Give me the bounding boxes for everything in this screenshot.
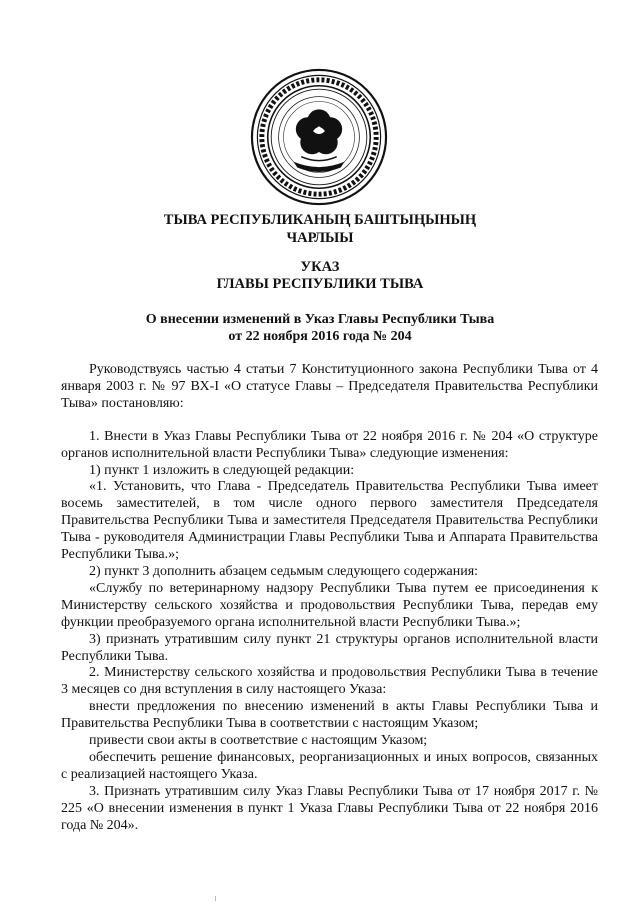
paragraph-1-item-1-text: «1. Установить, что Глава - Председатель Правительства Республики Тыва имеет восемь заместителей, в том числе одного первого заместителя Председателя Правительства Республики Тыва и заместителя Председателя Правительства Республики Тыва - руководителя Администрации Главы Республики Тыва и Аппарата Правительства Республики Тыва.»; (61, 479, 598, 563)
paragraph-1-item-3: 3) признать утратившим силу пункт 21 структуры органов исполнительной власти Республики Тыва. (61, 631, 598, 664)
paragraph-2-item-b: привести свои акты в соответствие с настоящим Указом; (89, 733, 428, 749)
org-title-line2: ЧАРЛЫЫ (286, 230, 354, 246)
paragraph-2-item-a: внести предложения по внесению изменений в акты Главы Республики Тыва и Правительства Республики Тыва в соответствии с настоящим Указом; (61, 699, 598, 732)
paragraph-1-item-2-text: «Службу по ветеринарному надзору Республики Тыва путем ее присоединения к Министерству сельского хозяйства и продовольствия Республики Тыва, передав ему функции преобразуемого органа исполнительной власти Республики Тыва.»; (61, 580, 598, 630)
document-subject-line2: от 22 ноября 2016 года № 204 (228, 329, 412, 344)
paragraph-2-item-c: обеспечить решение финансовых, реорганизационных и иных вопросов, связанных с реализацией настоящего Указа. (61, 749, 598, 782)
republic-emblem-icon (250, 68, 388, 206)
paragraph-1-item-1: 1) пункт 1 изложить в следующей редакции: (89, 462, 355, 478)
preamble-paragraph: Руководствуясь частью 4 статьи 7 Конституционного закона Республики Тыва от 4 января 2003 г. № 97 ВХ-I «О статусе Главы – Председателя Правительства Республики Тыва» постановляю: (61, 362, 598, 411)
org-title-line1: ТЫВА РЕСПУБЛИКАНЫҢ БАШТЫҢЫНЫҢ (163, 212, 477, 228)
paragraph-2: 2. Министерству сельского хозяйства и продовольствия Республики Тыва в течение 3 месяцев со дня вступления в силу настоящего Указа: (61, 665, 598, 698)
paragraph-1-item-2: 2) пункт 3 дополнить абзацем седьмым следующего содержания: (89, 563, 479, 579)
paragraph-3: 3. Признать утратившим силу Указ Главы Республики Тыва от 17 ноября 2017 г. № 225 «О внесении изменения в пункт 1 Указа Главы Республики Тыва от 22 ноября 2016 года № 204». (61, 783, 598, 833)
scan-mark (215, 896, 216, 901)
document-body (61, 362, 598, 834)
document-subject-line1: О внесении изменений в Указ Главы Республики Тыва (145, 312, 495, 327)
document-type: УКАЗ (300, 259, 340, 275)
document-issuer: ГЛАВЫ РЕСПУБЛИКИ ТЫВА (216, 276, 424, 292)
paragraph-1: 1. Внести в Указ Главы Республики Тыва от 22 ноября 2016 г. № 204 «О структуре органов исполнительной власти Республики Тыва» следующие изменения: (61, 428, 598, 461)
